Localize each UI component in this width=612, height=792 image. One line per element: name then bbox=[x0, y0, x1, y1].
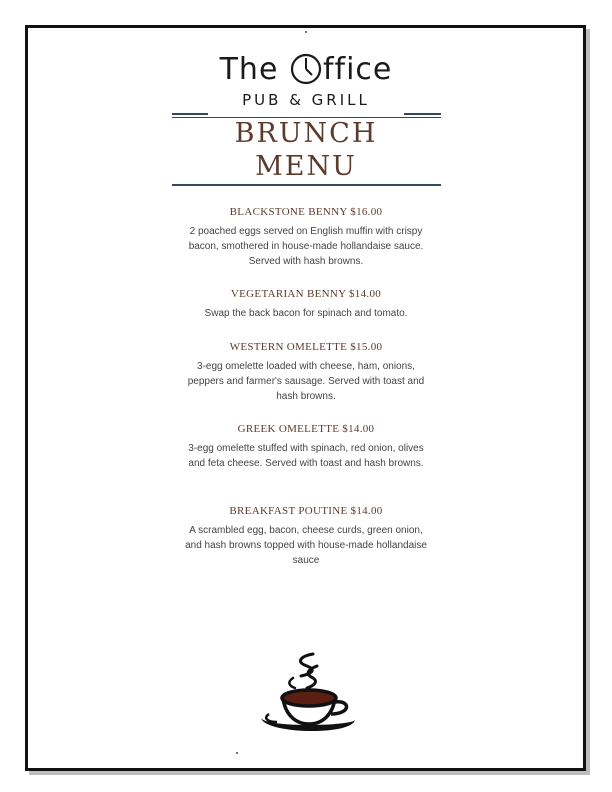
top-rule-left bbox=[172, 113, 208, 115]
menu-item bbox=[180, 206, 432, 269]
menu-item-description: 3-egg omelette stuffed with spinach, red onion, olives and feta cheese. Served with toast and hash browns. bbox=[188, 443, 424, 469]
menu-item bbox=[180, 341, 432, 404]
clock-icon bbox=[290, 53, 322, 85]
decorative-dot bbox=[305, 31, 307, 33]
menu-item bbox=[180, 505, 432, 568]
decorative-dot bbox=[236, 752, 238, 754]
menu-item bbox=[180, 288, 432, 321]
title-line-1: BRUNCH bbox=[234, 118, 378, 149]
menu-item-description: Swap the back bacon for spinach and tomato. bbox=[204, 308, 408, 319]
menu-item-description: 2 poached eggs served on English muffin with crispy bacon, smothered in house-made hollandaise sauce. Served with hash browns. bbox=[188, 226, 424, 267]
menu-item bbox=[180, 423, 432, 471]
logo-subtitle: PUB & GRILL bbox=[242, 91, 370, 109]
logo-name bbox=[0, 52, 612, 87]
menu-item-name: BLACKSTONE BENNY $16.00 bbox=[229, 206, 383, 218]
menu-item-name: VEGETARIAN BENNY $14.00 bbox=[230, 288, 382, 300]
menu-item-name: GREEK OMELETTE $14.00 bbox=[237, 423, 375, 435]
coffee-cup-icon bbox=[255, 652, 359, 738]
title-bottom-rule bbox=[172, 184, 441, 186]
menu-item-description: A scrambled egg, bacon, cheese curds, green onion, and hash browns topped with house-made hollandaise sauce bbox=[185, 525, 427, 566]
title-line-2: MENU bbox=[255, 151, 357, 182]
logo-name-end: ffice bbox=[322, 52, 393, 87]
logo-name-start: The bbox=[219, 52, 289, 87]
top-rule-right bbox=[404, 113, 441, 115]
menu-item-description: 3-egg omelette loaded with cheese, ham, onions, peppers and farmer's sausage. Served with toast and hash browns. bbox=[187, 361, 425, 402]
menu-item-name: BREAKFAST POUTINE $14.00 bbox=[229, 505, 383, 517]
menu-item-name: WESTERN OMELETTE $15.00 bbox=[229, 341, 383, 353]
